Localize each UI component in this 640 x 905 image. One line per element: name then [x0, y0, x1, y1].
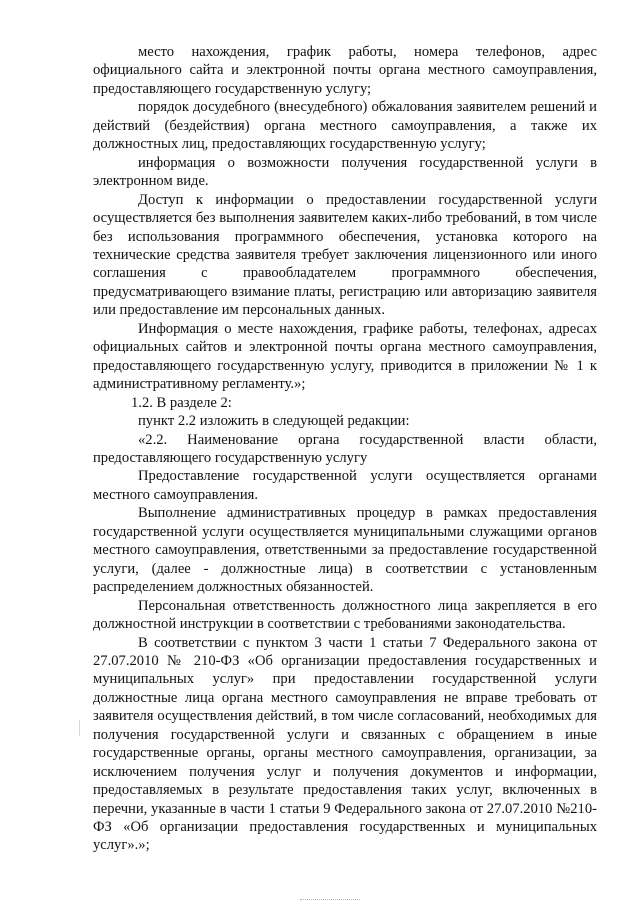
- paragraph-service-provider: Предоставление государственной услуги осуществляется органами местного самоуправления.: [93, 468, 597, 503]
- paragraph-electronic-service: информация о возможности получения государственной услуги в электронном виде.: [93, 154, 597, 190]
- paragraph-section-2-heading: 1.2. В разделе 2:: [131, 394, 232, 411]
- paragraph-personal-responsibility: Персональная ответственность должностного лица закрепляется в его должностной инструкции в соответствии с требованиями законодательства.: [93, 597, 597, 633]
- document-body: [93, 43, 597, 855]
- paragraph-appeal-procedure: порядок досудебного (внесудебного) обжалования заявителем решений и действий (бездействия) органа местного самоуправления, а также их должностных лиц, предоставляющих государственную услугу;: [93, 99, 597, 153]
- paragraph-federal-law-reference: В соответствии с пунктом 3 части 1 статьи 7 Федерального закона от 27.07.2010 № 210-ФЗ «Об организации предоставления государственных и муниципальных услуг» при предоставлении государственной услуги должностные лица органа местного самоуправления не вправе требовать от заявителя осуществления действий, в том числе согласований, необходимых для получения государственной услуги и связанных с обращением в иные государственные органы, органы местного самоуправления, организации, за исключением получения услуг и получения документов и информации, предоставляемых в результате предоставления таких услуг, включенных в перечни, указанные в части 1 статьи 9 Федерального закона от 27.07.2010 №210-ФЗ «Об организации предоставления государственных и муниципальных услуг».»;: [93, 634, 597, 854]
- paragraph-administrative-procedures: Выполнение административных процедур в рамках предоставления государственной услуги осуществляется муниципальными служащими органов местного самоуправления, ответственными за предоставление государственной услуги, (далее - должностные лица) в соответствии с установленным распределением должностных обязанностей.: [93, 505, 597, 596]
- paragraph-item-2-2-instruction: пункт 2.2 изложить в следующей редакции:: [138, 413, 410, 430]
- paragraph-access-to-information: Доступ к информации о предоставлении государственной услуги осуществляется без выполнения заявителем каких-либо требований, в том числе без использования программного обеспечения, установка которого на технические средства заявителя требует заключения лицензионного или иного соглашения с правообладателем программного обеспечения, предусматривающего взимание платы, регистрацию или авторизацию заявителя или предоставление им персональных данных.: [93, 191, 597, 319]
- paragraph-location-info: место нахождения, график работы, номера телефонов, адрес официального сайта и электронной почты органа местного самоуправления, предоставляющего государственную услугу;: [93, 44, 597, 97]
- paragraph-contact-information: Информация о месте нахождения, графике работы, телефонах, адресах официальных сайтов и электронной почты органа местного самоуправления, предоставляющего государственную услугу, приводится в приложении № 1 к административному регламенту.»;: [93, 320, 597, 393]
- scan-artifact-mark: [79, 720, 80, 736]
- paragraph-item-2-2-title: «2.2. Наименование органа государственной власти области, предоставляющего государственную услугу: [93, 431, 597, 466]
- scan-artifact-dots: [300, 899, 360, 903]
